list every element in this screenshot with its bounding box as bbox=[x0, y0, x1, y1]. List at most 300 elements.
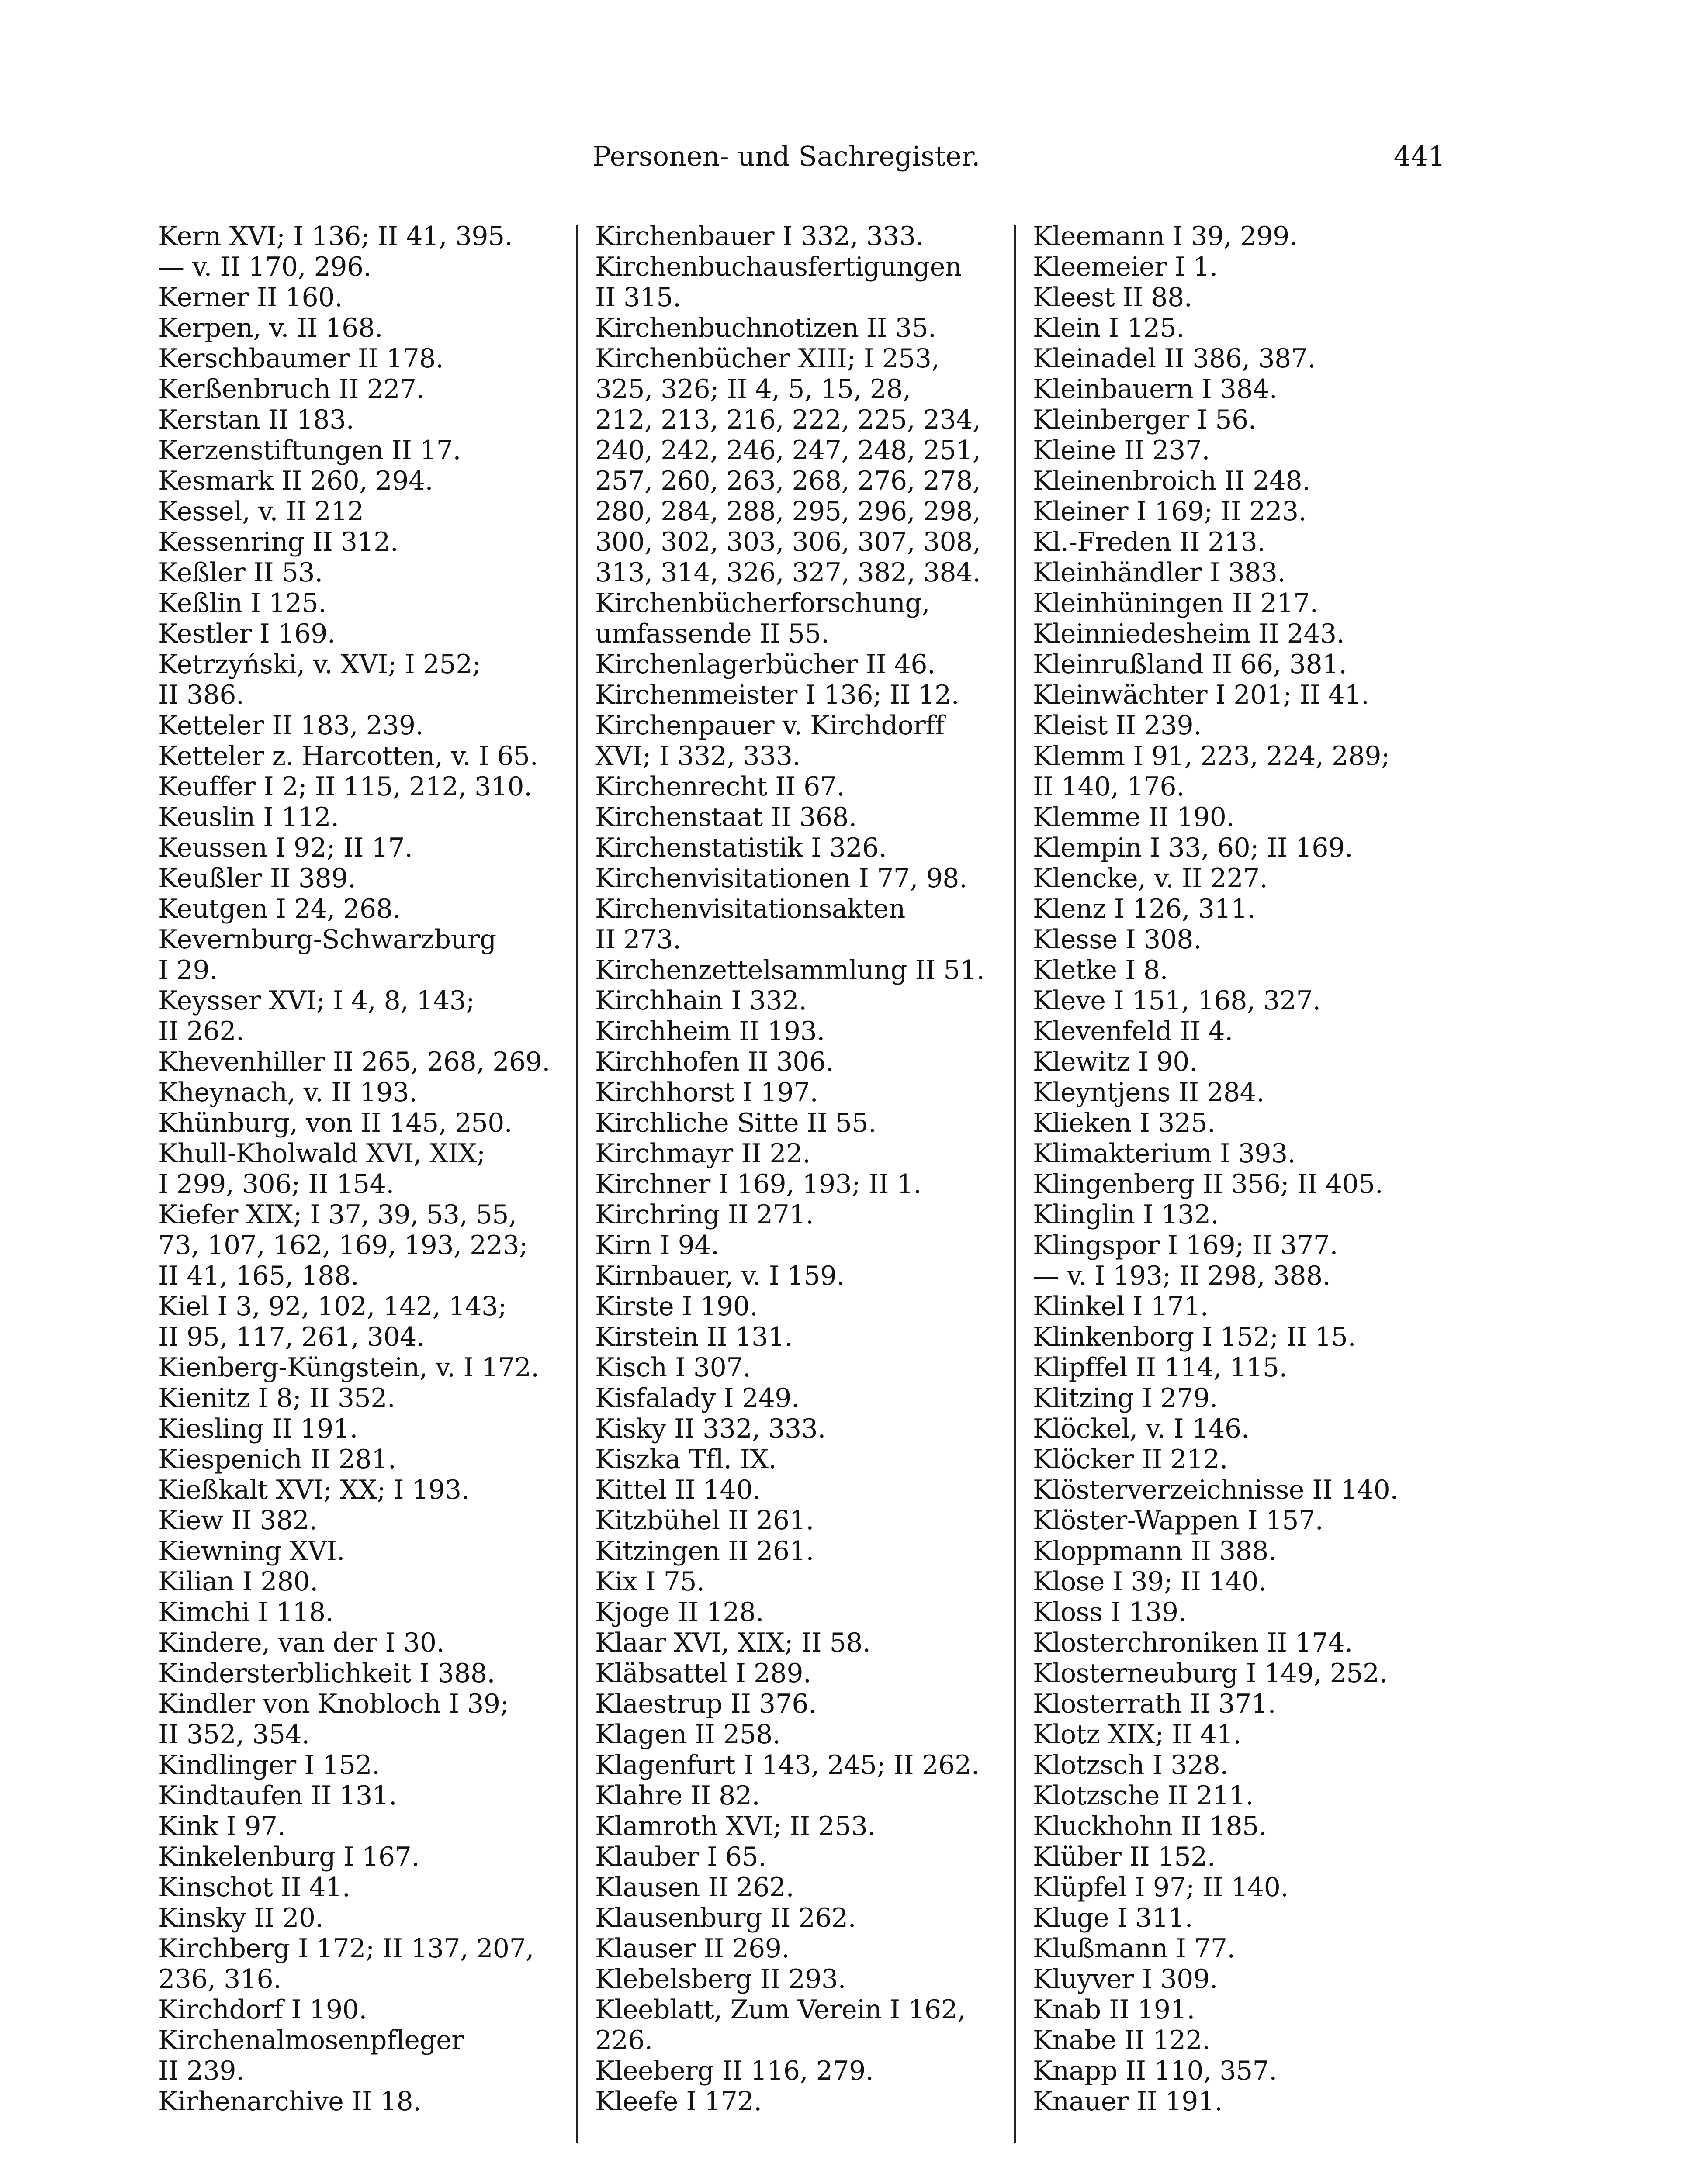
index-entry-line: Kerßenbruch II 227. bbox=[158, 374, 425, 404]
index-entry bbox=[1033, 649, 1452, 680]
index-entry bbox=[158, 619, 578, 649]
index-entry-line: Klimakterium I 393. bbox=[1033, 1138, 1296, 1169]
index-entry bbox=[158, 1138, 578, 1199]
index-entry-line: Kiewning XVI. bbox=[158, 1536, 345, 1566]
index-entry-line: Kl.-Freden II 213. bbox=[1033, 527, 1265, 557]
index-entry bbox=[1033, 1872, 1452, 1903]
index-entry-line: Kleeberg II 116, 279. bbox=[595, 2056, 874, 2086]
index-entry-line: Kirchenlagerbücher II 46. bbox=[595, 649, 935, 680]
index-entry bbox=[595, 313, 1015, 343]
index-entry bbox=[595, 1597, 1015, 1628]
index-entry-line: Kestler I 169. bbox=[158, 619, 336, 649]
index-entry bbox=[595, 1842, 1015, 1872]
index-entry-line: Kleve I 151, 168, 327. bbox=[1033, 985, 1321, 1016]
index-entry bbox=[1033, 680, 1452, 710]
index-entry-line: — v. II 170, 296. bbox=[158, 252, 372, 282]
index-entry bbox=[1033, 2056, 1452, 2086]
index-entry bbox=[595, 1689, 1015, 1719]
index-entry-line: Kessenring II 312. bbox=[158, 527, 398, 557]
index-entry bbox=[595, 1566, 1015, 1597]
index-entry-line: Klinkenborg I 152; II 15. bbox=[1033, 1322, 1356, 1352]
index-entry-line: Kirchring II 271. bbox=[595, 1199, 814, 1230]
index-entry-line: Klahre II 82. bbox=[595, 1780, 760, 1811]
index-entry-line: — v. I 193; II 298, 388. bbox=[1033, 1261, 1331, 1291]
index-entry-line: Klamroth XVI; II 253. bbox=[595, 1811, 876, 1842]
index-entry-continuation: 240, 242, 246, 247, 248, 251, bbox=[595, 435, 981, 466]
index-entry bbox=[595, 252, 1015, 313]
index-entry bbox=[595, 1872, 1015, 1903]
index-entry-line: Kloppmann II 388. bbox=[1033, 1536, 1277, 1566]
index-entry-line: Kleinberger I 56. bbox=[1033, 404, 1257, 435]
index-entry-line: Kink I 97. bbox=[158, 1811, 286, 1842]
index-entry-line: Klingenberg II 356; II 405. bbox=[1033, 1169, 1383, 1199]
index-entry bbox=[1033, 1903, 1452, 1933]
index-entry-line: Kirchenbauer I 332, 333. bbox=[595, 221, 924, 252]
index-column-2 bbox=[595, 221, 1015, 2117]
index-entry-continuation: 313, 314, 326, 327, 382, 384. bbox=[595, 557, 981, 588]
index-entry bbox=[158, 2086, 578, 2117]
index-entry-continuation: II 315. bbox=[595, 282, 681, 313]
index-entry bbox=[1033, 374, 1452, 404]
index-entry-line: Kirchenstaat II 368. bbox=[595, 802, 857, 833]
index-entry-continuation: II 262. bbox=[158, 1016, 244, 1047]
index-entry-line: Kiszka Tfl. IX. bbox=[595, 1444, 777, 1475]
index-entry bbox=[595, 2086, 1015, 2117]
index-entry-line: Kirstein II 131. bbox=[595, 1322, 793, 1352]
index-entry bbox=[158, 1108, 578, 1138]
index-entry-line: Keysser XVI; I 4, 8, 143; bbox=[158, 985, 475, 1016]
index-entry bbox=[595, 1322, 1015, 1352]
index-entry-line: Klipffel II 114, 115. bbox=[1033, 1352, 1288, 1383]
index-entry-continuation: umfassende II 55. bbox=[595, 619, 829, 649]
index-entry-line: Ketrzyński, v. XVI; I 252; bbox=[158, 649, 481, 680]
index-entry bbox=[595, 2056, 1015, 2086]
index-entry bbox=[158, 496, 578, 527]
index-entry bbox=[158, 1842, 578, 1872]
index-entry bbox=[1033, 588, 1452, 619]
index-entry-line: Klauser II 269. bbox=[595, 1933, 790, 1964]
index-entry-continuation: I 29. bbox=[158, 955, 218, 985]
index-entry bbox=[595, 1964, 1015, 1994]
index-entry bbox=[1033, 1750, 1452, 1780]
index-entry-line: Kirchenzettelsammlung II 51. bbox=[595, 955, 985, 985]
index-entry bbox=[1033, 1505, 1452, 1536]
index-entry bbox=[1033, 802, 1452, 833]
index-entry bbox=[595, 1994, 1015, 2056]
index-entry bbox=[158, 1047, 578, 1077]
index-entry-line: Klosterchroniken II 174. bbox=[1033, 1628, 1353, 1658]
index-entry-line: Klausen II 262. bbox=[595, 1872, 794, 1903]
index-entry bbox=[595, 1933, 1015, 1964]
index-entry-line: Kluyver I 309. bbox=[1033, 1964, 1218, 1994]
index-entry bbox=[1033, 1016, 1452, 1047]
index-entry bbox=[1033, 1352, 1452, 1383]
index-entry bbox=[595, 802, 1015, 833]
index-entry-line: Kirchliche Sitte II 55. bbox=[595, 1108, 876, 1138]
index-entry bbox=[1033, 619, 1452, 649]
index-entry-line: Kirchenvisitationen I 77, 98. bbox=[595, 863, 967, 894]
index-entry-line: Kirnbauer, v. I 159. bbox=[595, 1261, 845, 1291]
index-entry-line: Klosterrath II 371. bbox=[1033, 1689, 1276, 1719]
index-entry-line: Kleist II 239. bbox=[1033, 710, 1202, 741]
index-entry bbox=[1033, 1108, 1452, 1138]
index-entry bbox=[595, 1016, 1015, 1047]
index-entry bbox=[158, 1658, 578, 1689]
index-entry-line: Kienitz I 8; II 352. bbox=[158, 1383, 395, 1413]
index-entry bbox=[158, 1994, 578, 2025]
index-entry-continuation: 280, 284, 288, 295, 296, 298, bbox=[595, 496, 981, 527]
index-entry bbox=[158, 1933, 578, 1994]
index-entry bbox=[1033, 1261, 1452, 1291]
index-entry bbox=[595, 955, 1015, 985]
index-entry-continuation: II 386. bbox=[158, 680, 244, 710]
column-divider bbox=[1014, 225, 1016, 2143]
index-entry bbox=[595, 1811, 1015, 1842]
index-entry-line: Klotz XIX; II 41. bbox=[1033, 1719, 1241, 1750]
index-entry-line: Kittel II 140. bbox=[595, 1475, 761, 1505]
index-entry bbox=[158, 649, 578, 710]
index-entry-line: Klausenburg II 262. bbox=[595, 1903, 856, 1933]
index-entry bbox=[1033, 527, 1452, 557]
index-entry-line: Kern XVI; I 136; II 41, 395. bbox=[158, 221, 513, 252]
index-entry bbox=[595, 894, 1015, 955]
index-entry bbox=[158, 1291, 578, 1352]
index-entry-line: Kerstan II 183. bbox=[158, 404, 354, 435]
index-entry-line: Kleinwächter I 201; II 41. bbox=[1033, 680, 1369, 710]
index-entry-line: Kirchhain I 332. bbox=[595, 985, 807, 1016]
index-entry bbox=[158, 527, 578, 557]
index-entry-line: Kleemeier I 1. bbox=[1033, 252, 1218, 282]
index-entry-line: Klose I 39; II 140. bbox=[1033, 1566, 1267, 1597]
index-entry-line: Kleemann I 39, 299. bbox=[1033, 221, 1298, 252]
index-entry bbox=[158, 557, 578, 588]
index-entry bbox=[1033, 924, 1452, 955]
index-entry-line: Keussen I 92; II 17. bbox=[158, 833, 413, 863]
index-entry-line: Keßlin I 125. bbox=[158, 588, 326, 619]
index-entry-line: Knauer II 191. bbox=[1033, 2086, 1223, 2117]
index-entry bbox=[1033, 496, 1452, 527]
index-entry bbox=[595, 1077, 1015, 1108]
index-entry-line: Kleinniedesheim II 243. bbox=[1033, 619, 1345, 649]
index-entry bbox=[158, 1750, 578, 1780]
index-entry bbox=[1033, 1811, 1452, 1842]
index-entry-line: Kirchenvisitationsakten bbox=[595, 894, 905, 924]
index-entry-line: Keutgen I 24, 268. bbox=[158, 894, 401, 924]
index-entry-line: Kirchenpauer v. Kirchdorff bbox=[595, 710, 945, 741]
index-entry-line: Kirchmayr II 22. bbox=[595, 1138, 811, 1169]
index-entry-line: Kirchhofen II 306. bbox=[595, 1047, 834, 1077]
index-entry-line: Kletke I 8. bbox=[1033, 955, 1168, 985]
index-entry-continuation: 325, 326; II 4, 5, 15, 28, bbox=[595, 374, 911, 404]
index-entry-line: Klevenfeld II 4. bbox=[1033, 1016, 1233, 1047]
index-entry bbox=[158, 1352, 578, 1383]
index-entry-line: Kirn I 94. bbox=[595, 1230, 719, 1261]
index-entry bbox=[1033, 1230, 1452, 1261]
index-entry bbox=[1033, 1199, 1452, 1230]
index-entry-line: Kloss I 139. bbox=[1033, 1597, 1187, 1628]
index-entry-line: Keußler II 389. bbox=[158, 863, 356, 894]
index-entry bbox=[1033, 252, 1452, 282]
index-entry bbox=[595, 343, 1015, 588]
index-entry-line: Klagen II 258. bbox=[595, 1719, 781, 1750]
index-entry-continuation: 257, 260, 263, 268, 276, 278, bbox=[595, 466, 981, 496]
index-entry bbox=[158, 343, 578, 374]
index-entry bbox=[158, 1566, 578, 1597]
index-entry-line: Kleyntjens II 284. bbox=[1033, 1077, 1264, 1108]
index-entry-line: Klesse I 308. bbox=[1033, 924, 1202, 955]
index-entry bbox=[158, 1597, 578, 1628]
index-entry bbox=[1033, 833, 1452, 863]
index-entry-line: Klußmann I 77. bbox=[1033, 1933, 1235, 1964]
index-entry bbox=[1033, 1138, 1452, 1169]
index-entry bbox=[158, 1628, 578, 1658]
index-entry bbox=[158, 435, 578, 466]
index-entry bbox=[1033, 1077, 1452, 1108]
index-entry bbox=[158, 1903, 578, 1933]
index-entry-line: Kirchhorst I 197. bbox=[595, 1077, 818, 1108]
index-entry bbox=[1033, 1780, 1452, 1811]
index-entry-line: Kleinhändler I 383. bbox=[1033, 557, 1286, 588]
index-entry bbox=[158, 252, 578, 282]
index-entry bbox=[158, 466, 578, 496]
index-entry-line: Kiefer XIX; I 37, 39, 53, 55, bbox=[158, 1199, 517, 1230]
index-entry bbox=[158, 741, 578, 771]
index-entry-line: Kilian I 280. bbox=[158, 1566, 318, 1597]
index-entry bbox=[595, 833, 1015, 863]
index-entry bbox=[158, 1536, 578, 1566]
index-column-1 bbox=[158, 221, 578, 2117]
index-entry-line: Klösterverzeichnisse II 140. bbox=[1033, 1475, 1398, 1505]
index-entry-line: Kinkelenburg I 167. bbox=[158, 1842, 419, 1872]
index-entry-line: Kirchenstatistik I 326. bbox=[595, 833, 887, 863]
index-entry bbox=[1033, 1933, 1452, 1964]
index-entry bbox=[1033, 1566, 1452, 1597]
index-entry-line: Klingspor I 169; II 377. bbox=[1033, 1230, 1338, 1261]
index-entry-line: Knab II 191. bbox=[1033, 1994, 1195, 2025]
index-entry bbox=[1033, 985, 1452, 1016]
index-entry-line: Kerschbaumer II 178. bbox=[158, 343, 444, 374]
index-entry bbox=[595, 1383, 1015, 1413]
index-entry-line: Kirhenarchive II 18. bbox=[158, 2086, 421, 2117]
running-head: Personen- und Sachregister. bbox=[592, 140, 980, 172]
index-entry bbox=[1033, 1597, 1452, 1628]
index-entry-line: Kinsky II 20. bbox=[158, 1903, 324, 1933]
index-entry-line: Kindersterblichkeit I 388. bbox=[158, 1658, 495, 1689]
index-entry bbox=[158, 833, 578, 863]
index-entry bbox=[158, 1689, 578, 1750]
index-entry bbox=[1033, 741, 1452, 802]
index-entry bbox=[158, 374, 578, 404]
index-entry-line: Kluge I 311. bbox=[1033, 1903, 1193, 1933]
index-entry-line: Klöcker II 212. bbox=[1033, 1444, 1228, 1475]
index-entry bbox=[595, 1750, 1015, 1780]
index-entry-line: Kjoge II 128. bbox=[595, 1597, 764, 1628]
index-entry-line: Keuslin I 112. bbox=[158, 802, 339, 833]
index-entry-line: Kimchi I 118. bbox=[158, 1597, 334, 1628]
index-entry bbox=[1033, 1169, 1452, 1199]
index-entry bbox=[1033, 863, 1452, 894]
index-entry-line: Kleinhüningen II 217. bbox=[1033, 588, 1318, 619]
index-entry-line: Kläbsattel I 289. bbox=[595, 1658, 811, 1689]
index-entry-line: Klaar XVI, XIX; II 58. bbox=[595, 1628, 871, 1658]
index-entry bbox=[158, 2025, 578, 2086]
index-entry bbox=[595, 1780, 1015, 1811]
index-entry bbox=[158, 404, 578, 435]
index-entry bbox=[158, 221, 578, 252]
index-entry-line: Kießkalt XVI; XX; I 193. bbox=[158, 1475, 470, 1505]
index-entry bbox=[595, 1444, 1015, 1475]
index-entry-line: Kix I 75. bbox=[595, 1566, 705, 1597]
index-entry-line: Kienberg-Küngstein, v. I 172. bbox=[158, 1352, 539, 1383]
index-entry bbox=[158, 1780, 578, 1811]
index-entry-line: Klein I 125. bbox=[1033, 313, 1184, 343]
index-entry bbox=[595, 1047, 1015, 1077]
index-entry-line: Kitzbühel II 261. bbox=[595, 1505, 814, 1536]
index-entry-line: Klüber II 152. bbox=[1033, 1842, 1216, 1872]
index-entry-line: Klitzing I 279. bbox=[1033, 1383, 1218, 1413]
index-entry-line: Kirchenbücherforschung, bbox=[595, 588, 930, 619]
index-entry-continuation: XVI; I 332, 333. bbox=[595, 741, 801, 771]
index-entry bbox=[1033, 221, 1452, 252]
index-entry bbox=[158, 802, 578, 833]
index-entry bbox=[1033, 343, 1452, 374]
index-entry-line: Kleest II 88. bbox=[1033, 282, 1192, 313]
index-entry-line: Kirchenbuchausfertigungen bbox=[595, 252, 962, 282]
index-entry bbox=[1033, 1047, 1452, 1077]
index-entry-line: Kesmark II 260, 294. bbox=[158, 466, 433, 496]
index-entry bbox=[595, 1505, 1015, 1536]
index-entry-line: Kirchdorf I 190. bbox=[158, 1994, 367, 2025]
index-entry bbox=[158, 1872, 578, 1903]
column-divider bbox=[576, 225, 578, 2143]
index-entry bbox=[158, 313, 578, 343]
index-entry bbox=[158, 863, 578, 894]
index-entry bbox=[595, 710, 1015, 771]
index-entry bbox=[595, 1199, 1015, 1230]
index-entry bbox=[595, 1169, 1015, 1199]
index-entry-line: Klenz I 126, 311. bbox=[1033, 894, 1256, 924]
index-entry bbox=[158, 588, 578, 619]
index-entry bbox=[595, 1719, 1015, 1750]
index-entry bbox=[595, 1903, 1015, 1933]
index-entry bbox=[158, 1199, 578, 1291]
index-entry-continuation: 212, 213, 216, 222, 225, 234, bbox=[595, 404, 981, 435]
index-entry-line: Kirchenbücher XIII; I 253, bbox=[595, 343, 940, 374]
index-entry bbox=[595, 1138, 1015, 1169]
index-entry-line: Kirchenalmosenpfleger bbox=[158, 2025, 464, 2056]
index-entry bbox=[595, 985, 1015, 1016]
index-entry-continuation: II 41, 165, 188. bbox=[158, 1261, 359, 1291]
index-entry bbox=[595, 863, 1015, 894]
index-entry bbox=[1033, 1413, 1452, 1444]
page-number: 441 bbox=[1393, 140, 1445, 172]
index-entry-line: Klempin I 33, 60; II 169. bbox=[1033, 833, 1353, 863]
index-entry-line: Klencke, v. II 227. bbox=[1033, 863, 1268, 894]
index-entry bbox=[158, 985, 578, 1047]
index-entry-line: Klöckel, v. I 146. bbox=[1033, 1413, 1250, 1444]
index-entry-continuation: II 95, 117, 261, 304. bbox=[158, 1322, 425, 1352]
index-entry-continuation: I 299, 306; II 154. bbox=[158, 1169, 394, 1199]
index-entry bbox=[595, 1261, 1015, 1291]
index-entry bbox=[595, 1108, 1015, 1138]
index-entry bbox=[595, 1658, 1015, 1689]
index-entry-line: Kiespenich II 281. bbox=[158, 1444, 396, 1475]
index-entry bbox=[1033, 1719, 1452, 1750]
index-entry bbox=[1033, 1475, 1452, 1505]
index-entry-line: Keuffer I 2; II 115, 212, 310. bbox=[158, 771, 532, 802]
index-entry bbox=[158, 1505, 578, 1536]
index-entry-line: Kindler von Knobloch I 39; bbox=[158, 1689, 509, 1719]
index-entry-line: Klagenfurt I 143, 245; II 262. bbox=[595, 1750, 980, 1780]
index-entry-line: Klosterneuburg I 149, 252. bbox=[1033, 1658, 1388, 1689]
index-entry-line: Keßler II 53. bbox=[158, 557, 323, 588]
index-entry-line: Kerpen, v. II 168. bbox=[158, 313, 383, 343]
index-entry bbox=[595, 1413, 1015, 1444]
index-entry-line: Khünburg, von II 145, 250. bbox=[158, 1108, 513, 1138]
index-entry-line: Klieken I 325. bbox=[1033, 1108, 1216, 1138]
index-entry-line: Kirchenrecht II 67. bbox=[595, 771, 845, 802]
index-entry-line: Kevernburg-Schwarzburg bbox=[158, 924, 496, 955]
index-entry-line: Kerzenstiftungen II 17. bbox=[158, 435, 461, 466]
index-entry bbox=[595, 1230, 1015, 1261]
index-entry-continuation: 236, 316. bbox=[158, 1964, 281, 1994]
index-entry-line: Klaestrup II 376. bbox=[595, 1689, 817, 1719]
index-entry bbox=[158, 894, 578, 924]
index-entry-line: Kindere, van der I 30. bbox=[158, 1628, 445, 1658]
index-entry bbox=[595, 1291, 1015, 1322]
index-entry-line: Klinglin I 132. bbox=[1033, 1199, 1219, 1230]
index-entry bbox=[1033, 2086, 1452, 2117]
index-entry bbox=[1033, 1291, 1452, 1322]
index-entry-continuation: 226. bbox=[595, 2025, 653, 2056]
index-entry-line: Kisch I 307. bbox=[595, 1352, 751, 1383]
index-entry-line: Kleinrußland II 66, 381. bbox=[1033, 649, 1347, 680]
index-entry bbox=[1033, 313, 1452, 343]
index-entry-line: Kluckhohn II 185. bbox=[1033, 1811, 1267, 1842]
index-entry bbox=[1033, 435, 1452, 466]
index-entry bbox=[158, 282, 578, 313]
index-entry-line: Kleefe I 172. bbox=[595, 2086, 762, 2117]
index-entry-line: Kirchenmeister I 136; II 12. bbox=[595, 680, 959, 710]
index-entry-line: Kirchenbuchnotizen II 35. bbox=[595, 313, 936, 343]
index-entry bbox=[158, 771, 578, 802]
index-entry bbox=[1033, 955, 1452, 985]
index-entry bbox=[595, 588, 1015, 649]
index-entry-continuation: 73, 107, 162, 169, 193, 223; bbox=[158, 1230, 528, 1261]
index-entry-line: Klewitz I 90. bbox=[1033, 1047, 1198, 1077]
index-entry-line: Khevenhiller II 265, 268, 269. bbox=[158, 1047, 550, 1077]
index-entry bbox=[595, 680, 1015, 710]
index-entry bbox=[1033, 710, 1452, 741]
index-entry-line: Klemm I 91, 223, 224, 289; bbox=[1033, 741, 1390, 771]
index-entry-line: Kindtaufen II 131. bbox=[158, 1780, 397, 1811]
index-entry bbox=[1033, 1964, 1452, 1994]
index-entry-continuation: II 273. bbox=[595, 924, 681, 955]
index-entry bbox=[158, 1413, 578, 1444]
index-entry-line: Kirste I 190. bbox=[595, 1291, 758, 1322]
index-entry bbox=[595, 1352, 1015, 1383]
index-entry bbox=[1033, 1383, 1452, 1413]
index-entry bbox=[595, 1475, 1015, 1505]
index-entry-line: Kitzingen II 261. bbox=[595, 1536, 814, 1566]
index-entry-continuation: 300, 302, 303, 306, 307, 308, bbox=[595, 527, 981, 557]
index-entry-line: Kessel, v. II 212 bbox=[158, 496, 364, 527]
index-entry bbox=[1033, 1628, 1452, 1658]
index-entry-line: Kisfalady I 249. bbox=[595, 1383, 800, 1413]
index-entry-continuation: II 140, 176. bbox=[1033, 771, 1184, 802]
index-entry-line: Kleine II 237. bbox=[1033, 435, 1210, 466]
index-entry-line: Kerner II 160. bbox=[158, 282, 343, 313]
